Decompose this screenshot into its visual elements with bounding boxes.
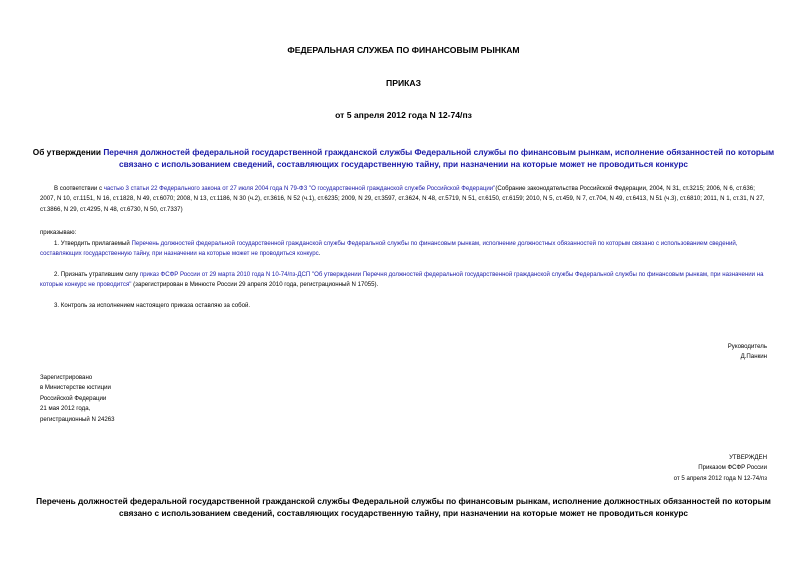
appendix-title: Перечень должностей федеральной государственной гражданской службы Федеральной службы по финансовым рынкам, исполнение должностных обязанностей по которым связано с использованием сведений, составляющих государственную тайну, при назначении на которые может не проводиться конкурс <box>36 496 771 518</box>
item-2-suffix: (зарегистрирован в Минюсте России 29 апреля 2010 года, регистрационный N 17055). <box>131 281 379 289</box>
item-2-link[interactable]: приказ ФСФР России от 29 марта 2010 года N 10-74/пз-ДСП "Об утверждении Перечня должностей федеральной государственной гражданской службы Федеральной службы по финансовым рынкам, при назначении на которые конкурс не проводится" <box>40 271 764 289</box>
order-title-prefix: Об утверждении <box>32 147 104 157</box>
item-2-prefix: 2. Признать утратившим силу <box>54 271 140 278</box>
preamble-suffix: (Собрание законодательства Российской Федерации, 2004, N 31, ст.3215; 2006, N 6, ст.636; 2007, N 10, ст.1151, N 16, ст.1828, N 49, ст.6070; 2008, N 13, ст.1186, N 30 (ч.2), ст.3616, N 52 (ч.1), ст.6235; 2009, N 29, ст.3597, ст.3624, N 48, ст.5719, N 51, ст.6150, ст.6159; 2010, N 5, ст.459, N 7, ст.704, N 49, ст.6413, N 51 (ч.3), ст.6810; 2011, N 1, ст.31, N 27, ст.3866, N 29, ст.4295, N 48, ст.6730, N 50, ст.7337) <box>40 185 765 213</box>
item-2 <box>40 270 769 291</box>
doc-type: ПРИКАЗ <box>386 78 421 88</box>
item-1 <box>40 239 769 260</box>
signature-name: Д.Панкин <box>740 353 767 361</box>
preamble <box>40 184 769 215</box>
signature <box>500 342 767 363</box>
item-1-prefix: 1. Утвердить прилагаемый <box>54 240 132 247</box>
registration-line-4: 21 мая 2012 года, <box>40 405 91 413</box>
agency-name: ФЕДЕРАЛЬНАЯ СЛУЖБА ПО ФИНАНСОВЫМ РЫНКАМ <box>287 45 520 55</box>
doc-date-number: от 5 апреля 2012 года N 12-74/пз <box>335 110 472 120</box>
approved-line-2: Приказом ФСФР России <box>698 464 767 472</box>
order-word: приказываю: <box>40 229 77 236</box>
registration-block <box>40 373 240 425</box>
preamble-prefix: В соответствии с <box>54 185 104 192</box>
order-title <box>30 147 777 170</box>
registration-line-1: Зарегистрировано <box>40 374 93 381</box>
item-1-link[interactable]: Перечень должностей федеральной государственной гражданской службы Федеральной службы по финансовым рынкам, исполнение должностных обязанностей по которым связано с использованием сведений, составляющих государственную тайну, при назначении на которые может не проводиться конкурс <box>40 240 738 258</box>
approved-block <box>500 453 767 484</box>
registration-line-5: регистрационный N 24263 <box>40 415 115 423</box>
item-1-suffix: . <box>318 250 321 258</box>
registration-line-3: Российской Федерации <box>40 394 107 402</box>
order-title-link[interactable]: Перечня должностей федеральной государственной гражданской службы Федеральной службы по финансовым рынкам, исполнение обязанностей по которым связано с использованием сведений, составляющих государственную тайну, при назначении на которые может не проводиться конкурс <box>103 147 775 169</box>
approved-line-1: УТВЕРЖДЕН <box>729 454 767 461</box>
law-link[interactable]: частью 3 статьи 22 Федерального закона от 27 июля 2004 года N 79-ФЗ "О государственной гражданской службе Российской Федерации" <box>103 185 496 192</box>
item-3: 3. Контроль за исполнением настоящего приказа оставляю за собой. <box>54 302 251 309</box>
approved-line-3: от 5 апреля 2012 года N 12-74/пз <box>673 474 767 482</box>
signature-position: Руководитель <box>727 343 767 350</box>
registration-line-2: в Министерстве юстиции <box>40 384 111 392</box>
